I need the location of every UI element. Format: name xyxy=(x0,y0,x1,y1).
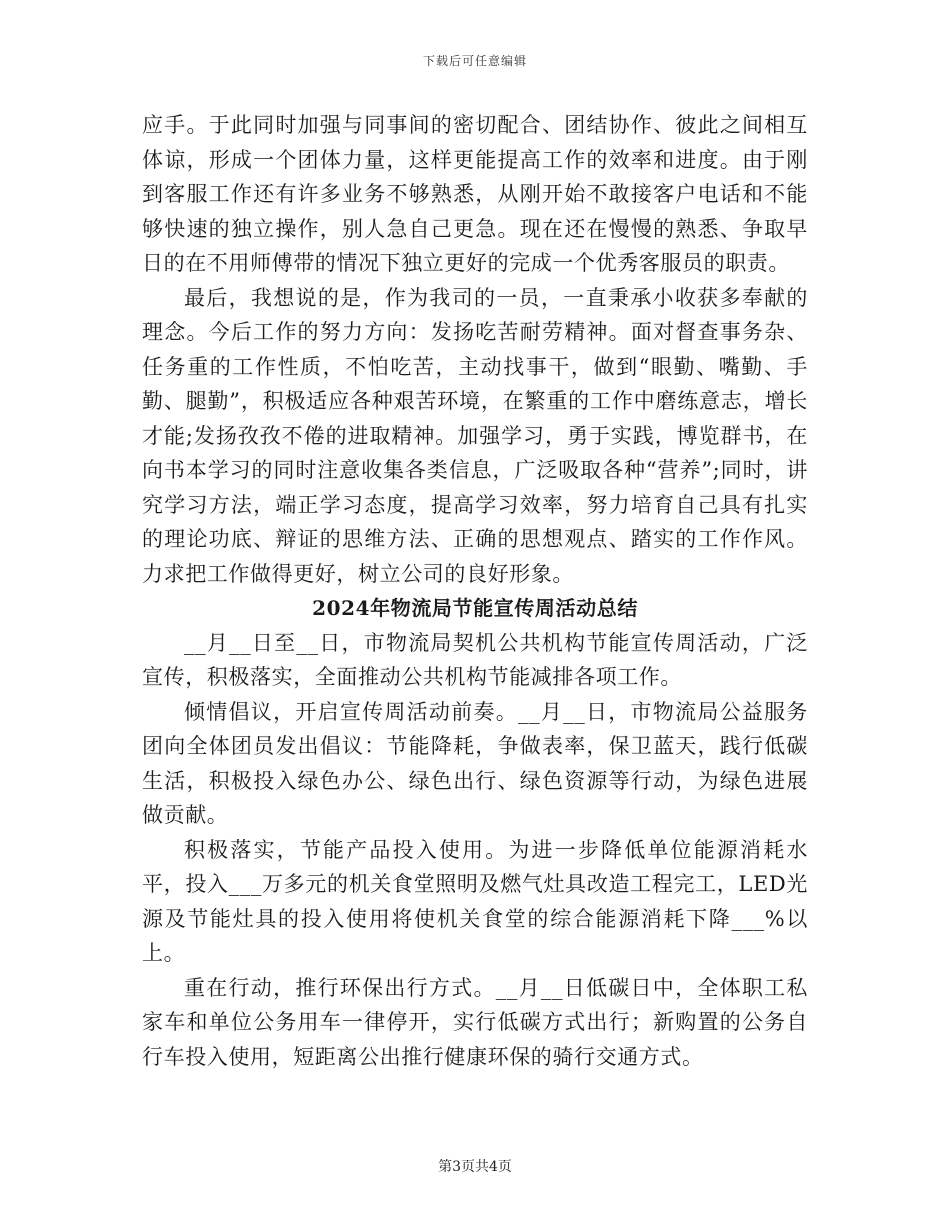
page-number: 第3页共4页 xyxy=(438,1159,512,1175)
paragraph-initiative: 倾情倡议，开启宣传周活动前奏。__月__日，市物流局公益服务团向全体团员发出倡议：节能降耗，争做表率，保卫蓝天，践行低碳生活，积极投入绿色办公、绿色出行、绿色资源等行动，为绿色进展做贡献。 xyxy=(142,699,808,827)
paragraph-continuation: 应手。于此同时加强与同事间的密切配合、团结协作、彼此之间相互体谅，形成一个团体力量，这样更能提高工作的效率和进度。由于刚到客服工作还有许多业务不够熟悉，从刚开始不敢接客户电话和不能够快速的独立操作，别人急自己更急。现在还在慢慢的熟悉、争取早日的在不用师傅带的情况下独立更好的完成一个优秀客服员的职责。 xyxy=(142,113,808,275)
paragraph-energy-products: 积极落实，节能产品投入使用。为进一步降低单位能源消耗水平，投入___万多元的机关食堂照明及燃气灶具改造工程完工，LED光源及节能灶具的投入使用将使机关食堂的综合能源消耗下降___%以上。 xyxy=(142,837,808,965)
paragraph-intro: __月__日至__日，市物流局契机公共机构节能宣传周活动，广泛宣传，积极落实，全面推动公共机构节能减排各项工作。 xyxy=(142,630,808,689)
section-title: 2024年物流局节能宣传周活动总结 xyxy=(312,596,638,620)
header-note: 下载后可任意编辑 xyxy=(422,54,527,68)
document-body xyxy=(142,108,808,1074)
paragraph-green-travel: 重在行动，推行环保出行方式。__月__日低碳日中，全体职工私家车和单位公务用车一律停开，实行低碳方式出行；新购置的公务自行车投入使用，短距离公出推行健康环保的骑行交通方式。 xyxy=(142,975,808,1069)
paragraph-conclusion: 最后，我想说的是，作为我司的一员，一直秉承小收获多奉献的理念。今后工作的努力方向：发扬吃苦耐劳精神。面对督查事务杂、任务重的工作性质，不怕吃苦，主动找事干，做到“眼勤、嘴勤、手勤、腿勤”，积极适应各种艰苦环境，在繁重的工作中磨练意志，增长才能;发扬孜孜不倦的进取精神。加强学习，勇于实践，博览群书，在向书本学习的同时注意收集各类信息，广泛吸取各种“营养”;同时，讲究学习方法，端正学习态度，提高学习效率，努力培育自己具有扎实的理论功底、辩证的思维方法、正确的思想观点、踏实的工作作风。力求把工作做得更好，树立公司的良好形象。 xyxy=(142,285,808,586)
